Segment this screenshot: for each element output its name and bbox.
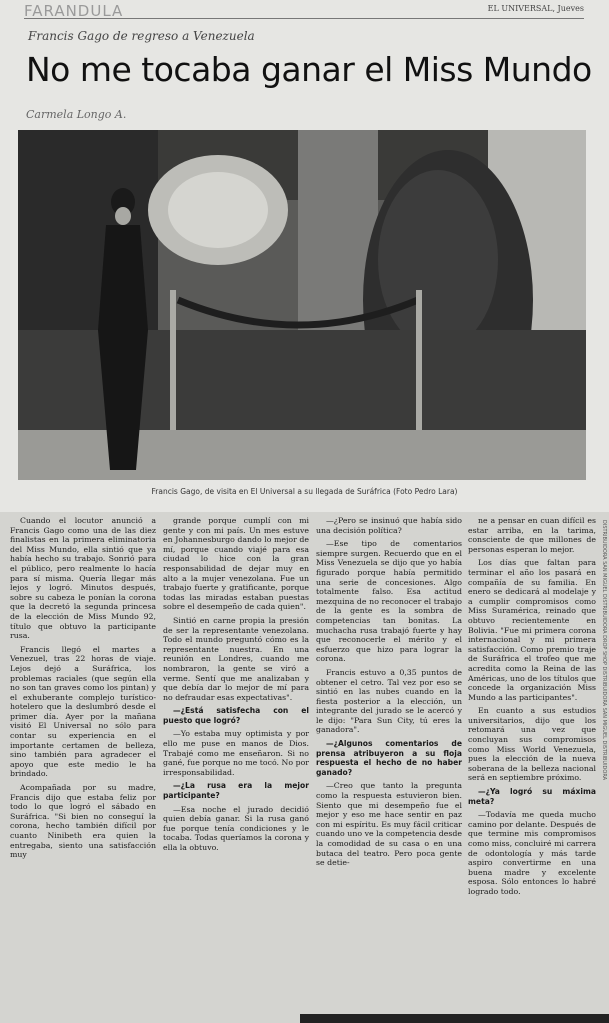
paragraph: —Creo que tanto la pregunta como la respuesta estuvieron bien. Siento que mi desempeño fue el mejor y eso me hace sentir en paz con mi espíritu. Es muy fácil criticar cuando uno ve la competencia desde la comodidad de su casa o en una butaca del teatro. Pero poca gente se detie-: [316, 781, 462, 868]
text-column-2: [163, 516, 309, 857]
article-byline: Carmela Longo A.: [26, 108, 127, 121]
paragraph: Sintió en carne propia la presión de ser la representante venezolana. Todo el mundo preguntó cómo es la representante nuestra. En una reunión en Londres, cuando me nombraron, la gente se viró a verme. Sentí que me analizaban y que debía dar lo mejor de mí para no defraudar esas expectativas".: [163, 615, 309, 702]
paragraph: —Esa noche el jurado decidió quien debía ganar. Si la rusa ganó fue porque tenía condiciones y le tocaba. Todas queríamos la corona y ella la obtuvo.: [163, 804, 309, 852]
paragraph: —Ese tipo de comentarios siempre surgen. Recuerdo que en el Miss Venezuela se dijo que yo había figurado porque había permitido una serie de concesiones. Algo totalmente falso. Esa actitud mezquina de no reconocer el trabajo de la gente es la sombra de competencias tan bonitas. La muchacha rusa trabajó fuerte y hay que reconocerle el mérito y el esfuerzo que hizo para lograr la corona.: [316, 539, 462, 664]
paragraph: grande porque cumplí con mi gente y con mi país. Un mes estuve en Johannesburgo dando lo mejor de mí, porque cuando viajé para esa ciudad lo hice con la gran responsabilidad de dejar muy en alto a la mujer venezolana. Fue un trabajo fuerte y gratificante, porque todas las miradas estaban puestas sobre el desempeño de cada quien".: [163, 516, 309, 612]
article-photo: [18, 130, 586, 480]
paragraph: —Todavía me queda mucho camino por delante. Después de que termine mis compromisos como miss, concluiré mi carrera de odontología y más tarde aspiro convertirme en una buena madre y excelente esposa. Sólo entonces lo habré logrado todo.: [468, 810, 596, 896]
photo-illustration: [18, 130, 586, 480]
interview-question: —¿Está satisfecha con el puesto que logró?: [163, 706, 309, 725]
interview-question: —¿Algunos comentarios de prensa atribuyeron a su floja respuesta el hecho de no haber ganado?: [316, 739, 462, 777]
paragraph: Cuando el locutor anunció a Francis Gago como una de las diez finalistas en la primera eliminatoria del Miss Mundo, ella sintió que ya había hecho su trabajo. Sonrió para el público, pero realmente lo hacía para sí misma. Quería llegar más lejos y logró. Minutos después, sobre su cabeza le ponían la corona que la decretó la segunda princesa de la elección de Miss Mundo 92, título que obtuvo la participante rusa.: [10, 516, 156, 641]
paragraph: ne a pensar en cuan difícil es estar arriba, en la tarima, consciente de que millones de personas esperan lo mejor.: [468, 516, 596, 554]
paragraph: —¿Pero se insinuó que había sido una decisión política?: [316, 516, 462, 535]
text-column-3: [316, 516, 462, 872]
paragraph: En cuanto a sus estudios universitarios, dijo que los retomará una vez que concluyan sus compromisos como Miss World Venezuela, pues la elección de la nueva soberana de la belleza nacional será en septiembre próximo.: [468, 706, 596, 783]
distributor-spine-text: DISTRIBUIDORA SAN MIGUEL DISTRIBUIDORA DROP SHOP DISTRIBUIDORA SAN MIGUEL DISTRIBUIDORA: [601, 520, 607, 781]
publication-name: EL UNIVERSAL, Jueves: [487, 4, 584, 13]
next-article-strip: [300, 1014, 609, 1023]
article-headline: No me tocaba ganar el Miss Mundo: [26, 50, 592, 89]
paragraph: Acompañada por su madre, Francis dijo que estaba feliz por todo lo que logró el sábado en Suráfrica. "Si bien no conseguí la corona, hecho también difícil por cuanto Ninibeth era quien la entregaba, siento una satisfacción muy: [10, 783, 156, 860]
text-column-1: [10, 516, 156, 864]
paragraph: Los días que faltan para terminar el año los pasará en compañía de su familia. En enero se dedicará al modelaje y a cumplir compromisos como Miss Suramérica, reinado que obtuvo recientemente en Bolivia. "Fue mi primera corona internacional y mi primera satisfacción. Como premio traje de Suráfrica el trofeo que me acredita como la Reina de las Américas, uno de los títulos que concede la organización Miss Mundo a las participantes".: [468, 558, 596, 702]
section-name: FARANDULA: [24, 2, 124, 20]
paragraph: —Yo estaba muy optimista y por ello me puse en manos de Dios. Trabajé como me enseñaron. Si no gané, fue porque no me tocó. No por irresponsabilidad.: [163, 729, 309, 777]
article-kicker: Francis Gago de regreso a Venezuela: [28, 29, 255, 43]
interview-question: —¿La rusa era la mejor participante?: [163, 781, 309, 801]
paragraph: Francis llegó el martes a Venezuel, tras 22 horas de viaje. Lejos dejó a Suráfrica, los problemas raciales (que según ella no son tan graves como los pintan) y el exhuberante complejo turístico-hotelero que la deslumbró desde el primer día. Ayer por la mañana visitó El Universal no sólo para contar su experiencia en el importante certamen de belleza, sino también para agradecer el apoyo que este medio le ha brindado.: [10, 644, 156, 779]
paragraph: Francis estuvo a 0,35 puntos de obtener el cetro. Tal vez por eso se sintió en las nubes cuando en la fiesta posterior a la elección, un integrante del jurado se le acercó y le dijo: "Para Sun City, tú eres la ganadora".: [316, 667, 462, 735]
section-header: [24, 2, 584, 19]
article-body: [0, 512, 609, 1023]
photo-caption: Francis Gago, de visita en El Universal a su llegada de Suráfrica (Foto Pedro Lara): [151, 487, 458, 496]
text-column-4: [468, 516, 596, 901]
interview-question: —¿Ya logró su máxima meta?: [468, 787, 596, 806]
